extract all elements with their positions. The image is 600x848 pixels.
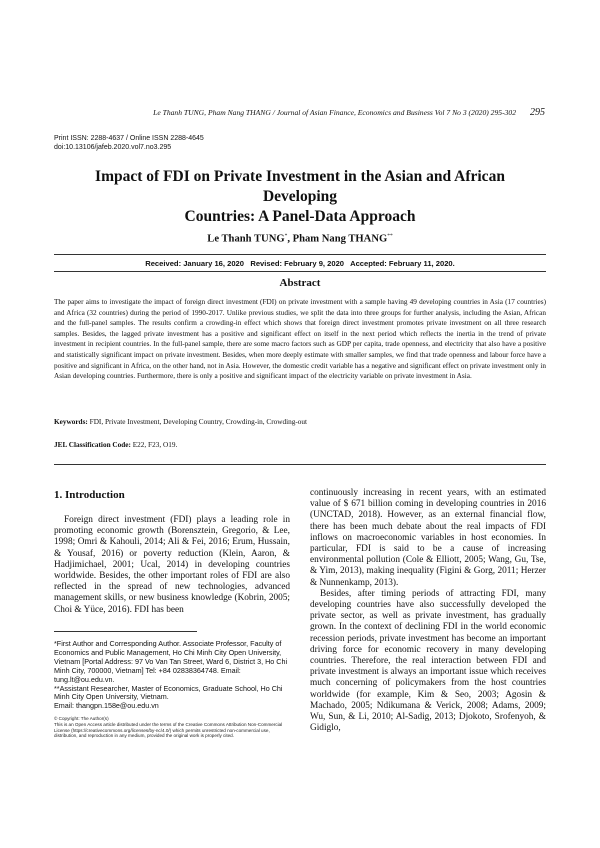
introduction-heading: 1. Introduction: [54, 489, 125, 501]
divider-bottom: [54, 271, 546, 272]
title-line-2: Countries: A Panel-Data Approach: [184, 208, 416, 225]
author-1: Le Thanh TUNG: [207, 233, 285, 245]
submission-dates: Received: January 16, 2020 Revised: February 9, 2020 Accepted: February 11, 2020.: [145, 259, 455, 268]
author-line: [60, 233, 540, 245]
license-text: This is an Open Access article distributed under the terms of the Creative Commons Attribution Non-Commercial License (https://creativecommons.org/licenses/by-nc/4.0/) which permits unrestricted non-commercial use, distribution, and reproduction in any medium, provided the original work is properly cited.: [54, 721, 283, 739]
copyright-line: © Copyright: The Author(s): [54, 716, 109, 721]
author-separator: ,: [287, 233, 293, 245]
divider-top: [54, 254, 546, 255]
intro-paragraph-2: Besides, after timing periods of attracting FDI, many developing countries have also successfully developed the private sector, as well as private investment, has gradually grown. In the context of declining FDI in the world economic recession periods, private investment has become an important driving force for economic recovery in many developing countries. Therefore, the real interaction between FDI and private investment is always an important issue which receives much concerning of policymakers from the host countries worldwide (for example, Kim & Seo, 2003; Agosin & Machado, 2005; Ndikumana & Verick, 2008; Adams, 2009; Wu, Sun, & Li, 2010; Al-Sadig, 2013; Djokoto, Srofenyoh, & Gidiglo,: [310, 588, 546, 734]
issn-line: Print ISSN: 2288-4637 / Online ISSN 2288-4645: [54, 135, 204, 142]
jel-label: JEL Classification Code:: [54, 441, 131, 449]
introduction-right-column: [310, 488, 546, 734]
page-number: 295: [530, 107, 545, 118]
author-1-mark: *: [284, 233, 288, 239]
introduction-left-column: Foreign direct investment (FDI) plays a leading role in promoting economic growth (Borensztein, Gregorio, & Lee, 1998; Omri & Kahouli, 2014; Ali & Fei, 2016; Erum, Hussain, & Yousaf, 2016) or poverty reduction (Klein, Aaron, & Hadjimichael, 2001; Ucal, 2014) in developing countries worldwide. Besides, the other important roles of FDI are also reflected in the spread of new technologies, advanced management skills, or new business knowledge (Kobrin, 2005; Choi & Yüce, 2016). FDI has been: [54, 515, 290, 615]
license-notice: [54, 716, 294, 739]
jel-codes: [54, 441, 546, 449]
abstract-text: The paper aims to investigate the impact of foreign direct investment (FDI) on private investment with a sample having 49 developing countries in Asia (17 countries) and Africa (32 countries) during the period of 1990-2017. Unlike previous studies, we split the data into three groups for further analysis, including the Asian, African and the full-panel samples. The results confirm a crowding-in effect which shows that foreign direct investment promotes private investment on all three research samples. Besides, the lagged private investment has a positive and significant effect on itself in the next period which reflects the inertia in the trend of private investment in recipient countries. In the full-panel sample, there are some macro factors such as GDP per capita, trade openness, and electricity that also have a positive and statistically significant impact on private investment. Besides, when more deeply estimate with smaller samples, we find that trade openness and labour force have a positive and significant in Africa, on the other hand, not in Asia. However, the domestic credit variable has a negative and significant effect on private investment only in Asian developing countries. Furthermore, there is only a positive and significant impact of the electricity variable on private investment in Asia.: [54, 298, 546, 381]
issn-block: [54, 135, 204, 152]
divider-keywords: [54, 464, 546, 465]
footnote-second-email: Email: thangpn.158e@ou.edu.vn: [54, 701, 159, 711]
author-2: Pham Nang THANG: [292, 233, 388, 245]
footnote-second-author: **Assistant Researcher, Master of Economics, Graduate School, Ho Chi Minh City Open University, Vietnam.: [54, 683, 283, 702]
intro-paragraph-continued: continuously increasing in recent years, with an estimated value of $ 671 billion coming in developing countries in 2016 (UNCTAD, 2018). However, as an external financial flow, there has been much debate about the real impacts of FDI inflows on macroeconomic variables in host economies. In particular, FDI is said to be a cause of increasing environmental pollution (Cole & Elliott, 2005; Wang, Gu, Tse, & Yim, 2013), making inequality (Figini & Gorg, 2011; Herzer & Nunnenkamp, 2013).: [310, 488, 546, 588]
running-header: [100, 107, 545, 118]
keywords-value: FDI, Private Investment, Developing Country, Crowding-in, Crowding-out: [87, 418, 308, 426]
paper-title: [60, 167, 540, 227]
footnote-rule: [54, 631, 197, 632]
author-2-mark: **: [387, 233, 393, 239]
abstract-heading: Abstract: [279, 277, 321, 289]
footnote-first-author: *First Author and Corresponding Author. Associate Professor, Faculty of Economics and Public Management, Ho Chi Minh City Open University, Vietnam [Portal Address: 97 Vo Van Tan Street, Ward 6, District 3, Ho Chi Minh City, 700000, Vietnam] Tel: +84 02838364748. Email: tung.lt@ou.edu.vn.: [54, 639, 288, 684]
running-header-text: Le Thanh TUNG, Pham Nang THANG / Journal of Asian Finance, Economics and Business Vol 7 No 3 (2020) 295-302: [153, 108, 516, 117]
footnotes: [54, 640, 294, 711]
jel-value: E22, F23, O19.: [130, 441, 178, 449]
doi-line: doi:10.13106/jafeb.2020.vol7.no3.295: [54, 143, 172, 151]
keywords: [54, 418, 546, 426]
title-line-1: Impact of FDI on Private Investment in the Asian and African Developing: [95, 168, 505, 205]
keywords-label: Keywords:: [54, 418, 88, 426]
